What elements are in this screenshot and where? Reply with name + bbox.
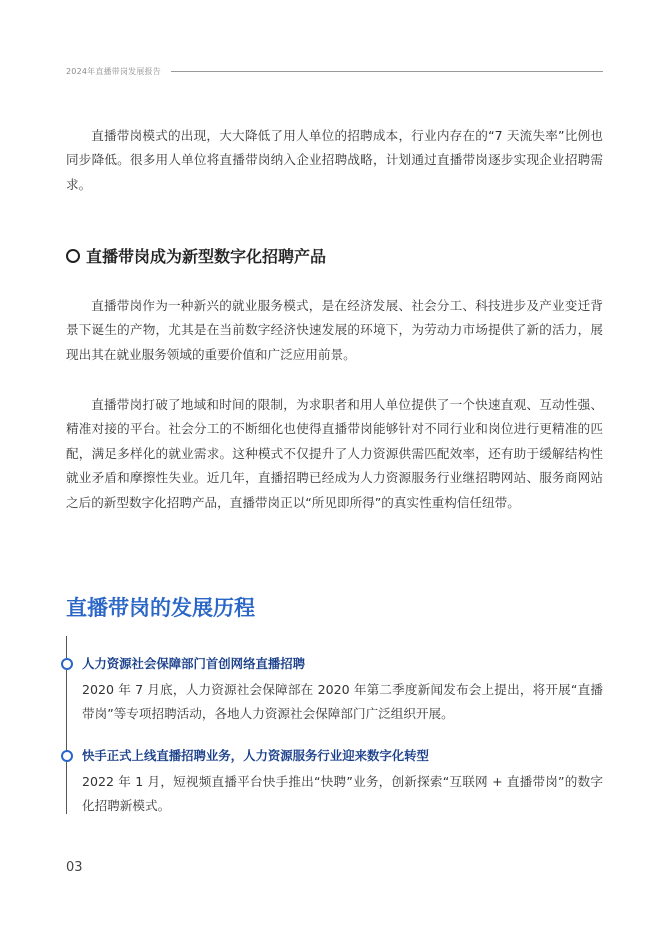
timeline-heading: 快手正式上线直播招聘业务，人力资源服务行业迎来数字化转型 xyxy=(82,748,429,763)
subheading-text: 直播带岗成为新型数字化招聘产品 xyxy=(86,247,327,266)
page-header xyxy=(66,64,603,78)
timeline-body: 2020 年 7 月底，人力资源社会保障部在 2020 年第二季度新闻发布会上提出，将开展“直播带岗”等专项招聘活动，各地人力资源社会保障部门广泛组织开展。 xyxy=(82,682,603,722)
circle-bullet-icon xyxy=(66,249,80,263)
timeline-dot-icon xyxy=(61,658,73,670)
timeline-dot-icon xyxy=(61,750,73,762)
header-divider xyxy=(171,71,603,72)
body-paragraph: 直播带岗打破了地域和时间的限制，为求职者和用人单位提供了一个快速直观、互动性强、精准对接的平台。社会分工的不断细化也使得直播带岗能够针对不同行业和岗位进行更精准的匹配，满足多样化的就业需求。这种模式不仅提升了人力资源供需匹配效率，还有助于缓解结构性就业矛盾和摩擦性失业。近几年，直播招聘已经成为人力资源服务行业继招聘网站、服务商网站之后的新型数字化招聘产品，直播带岗正以“所见即所得”的真实性重构信任纽带。 xyxy=(66,397,603,510)
timeline-item xyxy=(58,654,603,727)
report-title: 2024年直播带岗发展报告 xyxy=(66,66,161,76)
page-number: 03 xyxy=(66,860,83,875)
body-paragraph: 直播带岗作为一种新兴的就业服务模式，是在经济发展、社会分工、科技进步及产业变迁背景下诞生的产物，尤其是在当前数字经济快速发展的环境下，为劳动力市场提供了新的活力，展现出其在就业服务领域的重要价值和广泛应用前景。 xyxy=(66,298,603,362)
timeline-item xyxy=(58,746,603,819)
timeline-heading: 人力资源社会保障部门首创网络直播招聘 xyxy=(82,656,306,671)
subheading xyxy=(66,244,326,267)
timeline-body: 2022 年 1 月，短视频直播平台快手推出“快聘”业务，创新探索“互联网 + 直播带岗”的数字化招聘新模式。 xyxy=(82,774,603,814)
section-title: 直播带岗的发展历程 xyxy=(66,596,255,620)
body-paragraph: 直播带岗模式的出现，大大降低了用人单位的招聘成本，行业内存在的“7 天流失率”比例也同步降低。很多用人单位将直播带岗纳入企业招聘战略，计划通过直播带岗逐步实现企业招聘需求。 xyxy=(66,128,603,192)
